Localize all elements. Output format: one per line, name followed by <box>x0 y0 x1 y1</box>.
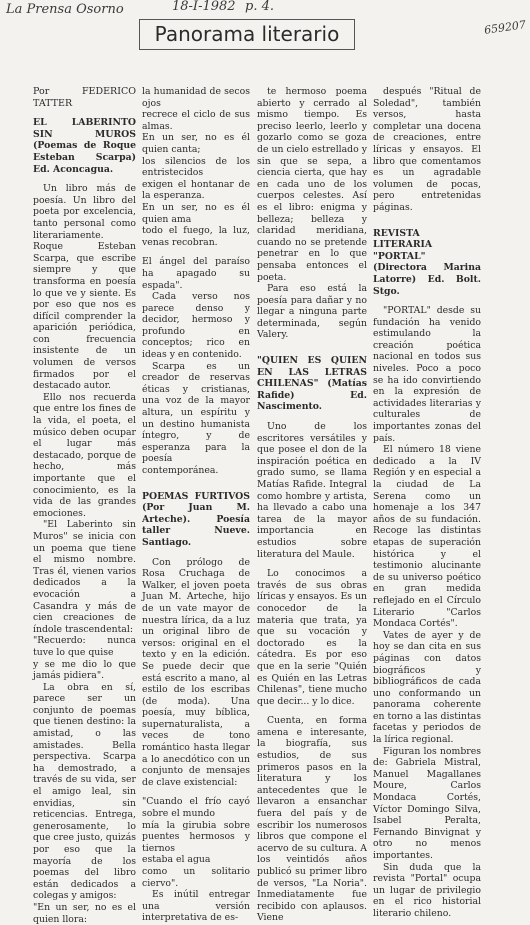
spacer <box>33 175 136 183</box>
page-number-handwritten: p. 4. <box>245 0 274 14</box>
byline: Por FEDERICO TATTER <box>33 86 136 109</box>
verse-line: los silencios de los entristecidos <box>142 155 250 179</box>
page-title: Panorama literario <box>139 19 355 50</box>
verse-line: y se me dio lo que jamás pidiera". <box>33 658 136 682</box>
verse-line: El ángel del paraíso ha apagado su espada". <box>142 256 250 291</box>
spacer <box>142 248 250 256</box>
spacer <box>257 413 367 421</box>
verse-line: "Recuerdo: nunca tuve lo que quise <box>33 635 136 658</box>
paragraph: "PORTAL" desde su fundación ha venido estimulando la creación poética nacional en todos sus niveles. Poco a poco se ha ido convirtiendo en la expresión de actividades literarias y culturales de importantes zonas del país. <box>373 305 481 444</box>
paragraph: "El Laberinto sin Muros" se inicia con un poema que tiene el mismo nombre. Tras él, vienen varios dedicados a la evocación a Casandra y más de cien creaciones de índole trascendental: <box>33 519 136 635</box>
paragraph: Un libro más de poesía. Un libro del poeta por excelencia, tanto personal como literariamente. Roque Esteban Scarpa, que escribe siempre y que transforma en poesía lo que ve y siente. Es por eso que nos es difícil comprender la aparición periódica, con frecuencia insistente de un volumen de versos firmados por el destacado autor. <box>33 183 136 392</box>
archive-code: 659207 <box>483 18 527 37</box>
spacer <box>257 707 367 715</box>
verse-line: mía la girubia sobre puentes hermosos y tiernos <box>142 819 250 854</box>
spacer <box>142 549 250 557</box>
paragraph: Ello nos recuerda que entre los fines de la vida, el poeta, el músico deben ocupar el lugar más destacado, porque de hecho, más importante que el conocimiento, es la vida de las grandes emociones. <box>33 391 136 519</box>
paragraph: La obra en sí, parece ser un conjunto de poemas que tienen destino: la amistad, o las amistades. Bella perspectiva. Scarpa ha demostrado, a través de su vida, ser el amigo leal, sin envidias, sin reticencias. Entrega, generosamente, lo que cree justo, quizás por eso que la mayoría de los poemas del libro están dedicados a colegas y amigos: <box>33 681 137 902</box>
section-heading: POEMAS FURTIVOS (Por Juan M. Arteche). Poesía taller Nueve. Santiago. <box>142 490 250 548</box>
spacer <box>373 214 481 222</box>
column-2 <box>142 86 250 924</box>
verse-line: "En un ser, no es el quien llora: <box>33 901 136 925</box>
paragraph: después "Ritual de Soledad", también versos, hasta completar una docena de creaciones, entre líricas y ensayos. El libro que comentamos es un agradable volumen de pocas, pero entretenidas páginas. <box>373 86 481 213</box>
section-heading: REVISTA LITERARIA "PORTAL" (Directora Marina Latorre) Ed. Bolt. Stgo. <box>373 227 481 297</box>
column-1 <box>33 86 137 925</box>
paragraph: El número 18 viene dedicado a la IV Región y en especial a la ciudad de La Serena como un homenaje a los 347 años de su fundación. Recoge las distintas etapas de superación histórica y el testimonio alucinante de su universo poético en gran medida reflejado en el Círculo Literario "Carlos Mondaca Cortés". <box>373 444 481 630</box>
paragraph: Vates de ayer y de hoy se dan cita en sus páginas con datos biográficos y bibliográficos de cada uno conformando un panorama coherente en torno a las distintas facetas y periodos de la lírica regional. <box>373 629 481 746</box>
paragraph: Cuenta, en forma amena e interesante, la biografía, sus estudios, de sus primeros pasos en la literatura y los antecedentes que le llevaron a ensanchar fuera del país y de escribir los numerosos libros que compone el acervo de su cultura. A los veintidós años publicó su primer libro de versos, "La Noria". Inmediatamente fue recibido con aplausos. Viene <box>257 715 367 924</box>
verse-line: recrece el ciclo de sus almas. <box>142 109 250 132</box>
verse-line: En un ser, no es él quien ama <box>142 201 250 225</box>
date-handwritten: 18-I-1982 <box>172 0 236 14</box>
spacer <box>373 297 481 305</box>
spacer <box>142 477 250 485</box>
verse-line: "Cuando el frío cayó sobre el mundo <box>142 796 250 820</box>
paragraph: Figuran los nombres de: Gabriela Mistral, Manuel Magallanes Moure, Carlos Mondaca Cortés, Víctor Domingo Silva, Isabel Peralta, Fernando Binvignat y otro no menos importantes. <box>373 745 481 861</box>
section-heading: EL LABERINTO SIN MUROS (Poemas de Roque Esteban Scarpa) Ed. Aconcagua. <box>33 117 136 175</box>
spacer <box>257 341 367 349</box>
verse-line: todo el fuego, la luz, venas recobran. <box>142 225 250 248</box>
paragraph: Uno de los escritores versátiles y que posee el don de la inspiración poética en grado sumo, se llama Matías Rafide. Integral como hombre y artista, ha llevado a cabo una tarea de la mayor importancia en estudios sobre literatura del Maule. <box>257 421 367 560</box>
spacer <box>257 560 367 568</box>
paragraph: te hermoso poema abierto y cerrado al mismo tiempo. Es preciso leerlo, leerlo y gozarlo como se goza de un cielo estrellado y sin que se sepa, a ciencia cierta, que hay en cada uno de los cuerpos celestes. Así es el libro: enigma y belleza; belleza y claridad meridiana, cuando no se pretende penetrar en lo que pensaba entonces el poeta. <box>257 86 367 283</box>
paragraph: Scarpa es un creador de reservas éticas y cristianas, una voz de la mayor altura, un espíritu y un destino humanista íntegro, y de esperanza para la poesía contemporánea. <box>142 360 250 476</box>
paragraph: Cada verso nos parece denso y decidor, hermoso y profundo en conceptos; rico en ideas y en contenido. <box>142 291 250 361</box>
spacer <box>142 788 250 796</box>
newspaper-name-handwritten: La Prensa Osorno <box>6 2 124 17</box>
verse-line: la humanidad de secos ojos <box>142 86 250 109</box>
column-4 <box>373 86 481 919</box>
paragraph: Con prólogo de Rosa Cruchaga de Walker, el joven poeta Juan M. Arteche, hijo de un vate mayor de nuestra lírica, da a luz un original libro de versos: original en el texto y en la edición. Se puede decir que está escrito a mano, al estilo de los escribas (de moda). Una poesía, muy bíblica, supernaturalista, a veces de tono romántico hasta llegar a lo anecdótico con un conjunto de mensajes de clave existencial: <box>142 556 250 788</box>
verse-line: como un solitario ciervo". <box>142 866 250 889</box>
paragraph: Sin duda que la revista "Portal" ocupa un lugar de privilegio en el rico historial literario chileno. <box>373 861 481 919</box>
paragraph: Es inútil entregar una versión interpretativa de es- <box>142 889 250 924</box>
section-heading: "QUIEN ES QUIEN EN LAS LETRAS CHILENAS" (Matías Rafide) Ed. Nascimento. <box>257 355 367 413</box>
verse-line: En un ser, no es él quien canta; <box>142 132 250 155</box>
column-3 <box>257 86 367 924</box>
verse-line: estaba el agua <box>142 854 211 866</box>
verse-line: exigen el hontanar de la esperanza. <box>142 178 250 202</box>
paragraph: Para eso está la poesía para dañar y no llegar a ninguna parte determinada, según Valery. <box>257 283 367 341</box>
paragraph: Lo conocimos a través de sus obras líricas y ensayos. Es un conocedor de la materia que trata, ya que su vocación y doctorado es la cátedra. Es por eso que en la serie "Quién es Quién en las Letras Chilenas", tiene mucho que decir... y lo dice. <box>257 568 367 707</box>
